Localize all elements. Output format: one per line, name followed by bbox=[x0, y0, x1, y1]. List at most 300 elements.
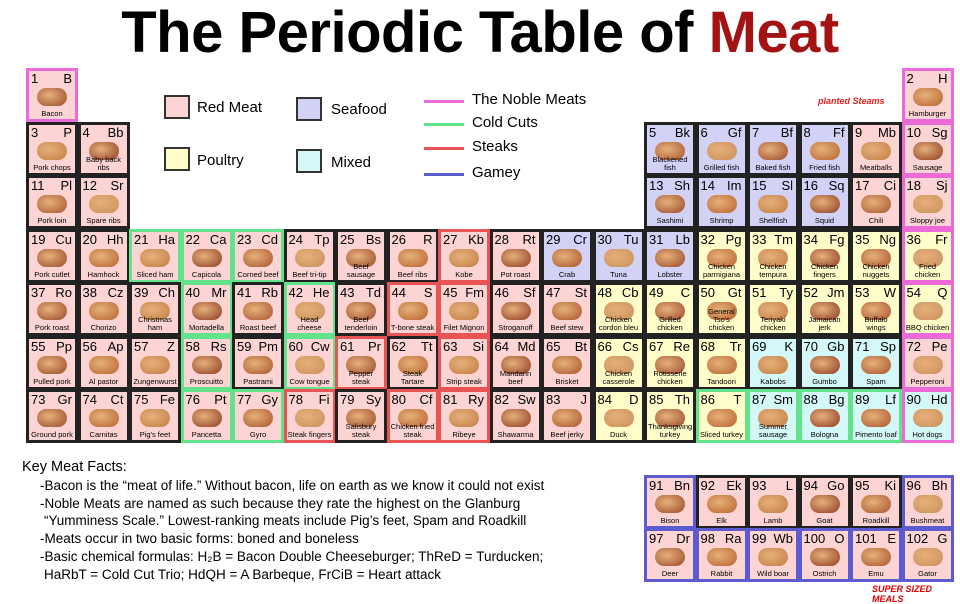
element-name: Al pastor bbox=[88, 376, 119, 386]
element-name: Thanksgiving turkey bbox=[648, 422, 693, 439]
element-buffalo-wings bbox=[850, 282, 902, 336]
element-name: Lobster bbox=[657, 269, 683, 279]
element-symbol: Hd bbox=[930, 392, 948, 407]
element-hamhock bbox=[78, 229, 130, 283]
food-photo-icon bbox=[913, 88, 943, 106]
element-pepperoni bbox=[902, 336, 954, 390]
element-symbol: Cw bbox=[310, 338, 330, 354]
element-symbol: Fe bbox=[159, 392, 175, 407]
food-photo-icon bbox=[398, 249, 428, 267]
element-symbol: H bbox=[938, 71, 948, 86]
element-name: Zungenwurst bbox=[133, 376, 177, 386]
food-photo-icon bbox=[501, 302, 531, 320]
food-photo-icon bbox=[449, 302, 479, 320]
element-number: 31 bbox=[649, 231, 664, 247]
food-photo-icon bbox=[449, 249, 479, 267]
element-number: 44 bbox=[391, 285, 406, 300]
element-name: Chorizo bbox=[90, 323, 117, 332]
food-photo-icon bbox=[913, 142, 943, 160]
element-name: Elk bbox=[716, 515, 727, 525]
element-symbol: Ct bbox=[110, 392, 124, 407]
element-symbol: Mr bbox=[211, 285, 227, 300]
element-name: Ribeye bbox=[452, 430, 476, 439]
element-name: Stroganoff bbox=[498, 323, 533, 332]
element-number: 50 bbox=[700, 285, 715, 300]
element-symbol: Sl bbox=[781, 178, 793, 193]
food-photo-icon bbox=[758, 142, 788, 160]
element-name: Sliced turkey bbox=[700, 430, 743, 439]
food-photo-icon bbox=[552, 409, 582, 427]
element-name: Kobe bbox=[455, 269, 473, 279]
element-symbol: E bbox=[887, 531, 896, 547]
element-number: 4 bbox=[82, 124, 90, 140]
element-symbol: Pp bbox=[56, 338, 72, 354]
element-name: Chicken nuggets bbox=[862, 261, 890, 279]
food-photo-icon bbox=[37, 409, 67, 427]
element-gator bbox=[902, 528, 954, 582]
element-name: Bison bbox=[660, 515, 680, 525]
element-symbol: Cr bbox=[573, 231, 587, 247]
element-name: Meatballs bbox=[859, 162, 893, 172]
element-beef-stew bbox=[541, 282, 593, 336]
element-symbol: Bb bbox=[107, 124, 124, 140]
element-symbol: Cs bbox=[622, 338, 639, 354]
element-pork-chops bbox=[26, 122, 78, 176]
element-number: 37 bbox=[31, 285, 46, 300]
element-beef-ribs bbox=[387, 229, 439, 283]
element-symbol: Tp bbox=[314, 231, 330, 247]
element-name: Beef stew bbox=[550, 323, 584, 332]
element-number: 87 bbox=[752, 392, 767, 407]
element-symbol: Cb bbox=[621, 285, 639, 300]
food-photo-icon bbox=[758, 356, 788, 374]
element-symbol: R bbox=[423, 231, 433, 247]
food-photo-icon bbox=[295, 409, 325, 427]
element-number: 56 bbox=[82, 338, 97, 354]
element-symbol: Sw bbox=[517, 392, 536, 407]
element-number: 8 bbox=[803, 124, 811, 140]
element-number: 62 bbox=[391, 338, 406, 354]
element-name: Shellfish bbox=[758, 216, 788, 225]
element-number: 71 bbox=[855, 338, 870, 354]
element-number: 28 bbox=[494, 231, 509, 247]
element-number: 85 bbox=[649, 392, 664, 407]
food-photo-icon bbox=[89, 249, 119, 267]
element-tandoori bbox=[696, 336, 748, 390]
element-name: Capicola bbox=[191, 269, 222, 279]
element-name: Cow tongue bbox=[289, 376, 330, 386]
element-chicken-fingers bbox=[799, 229, 851, 283]
food-photo-icon bbox=[758, 495, 788, 513]
element-sloppy-joe bbox=[902, 175, 954, 229]
element-number: 79 bbox=[340, 392, 355, 407]
food-photo-icon bbox=[758, 548, 788, 566]
element-corned-beef bbox=[232, 229, 284, 283]
element-symbol: Md bbox=[517, 338, 536, 354]
element-symbol: Pg bbox=[725, 231, 742, 247]
element-number: 74 bbox=[82, 392, 97, 407]
element-symbol: Q bbox=[937, 285, 948, 300]
element-crab bbox=[541, 229, 593, 283]
element-name: Fried chicken bbox=[914, 261, 941, 279]
element-symbol: Cu bbox=[55, 231, 72, 247]
element-pot-roast bbox=[490, 229, 542, 283]
element-pancetta bbox=[181, 389, 233, 443]
element-number: 82 bbox=[494, 392, 509, 407]
element-al-pastor bbox=[78, 336, 130, 390]
element-name: Chicken cordon bleu bbox=[598, 315, 639, 332]
element-symbol: Sr bbox=[110, 178, 124, 193]
element-name: Hamhock bbox=[87, 269, 120, 279]
element-symbol: Sq bbox=[828, 178, 845, 193]
element-symbol: Pt bbox=[214, 392, 227, 407]
element-number: 66 bbox=[597, 338, 612, 354]
element-name: Pork cutlet bbox=[34, 269, 70, 279]
legend-label-seafood: Seafood bbox=[331, 101, 387, 118]
element-number: 39 bbox=[134, 285, 149, 300]
element-name: Gator bbox=[918, 569, 937, 579]
element-symbol: Sp bbox=[880, 338, 896, 354]
element-roadkill bbox=[850, 475, 902, 529]
element-name: Pimento loaf bbox=[855, 430, 897, 439]
element-number: 3 bbox=[31, 124, 39, 140]
element-number: 97 bbox=[649, 531, 664, 547]
element-name: Mandarin beef bbox=[499, 368, 532, 386]
element-symbol: T bbox=[733, 392, 742, 407]
element-tuna bbox=[593, 229, 645, 283]
element-name: Roadkill bbox=[862, 515, 890, 525]
element-name: Bologna bbox=[810, 430, 839, 439]
element-pepper-steak bbox=[335, 336, 387, 390]
element-name: Pot roast bbox=[500, 269, 531, 279]
food-photo-icon bbox=[810, 195, 840, 213]
fact-line: “Yumminess Scale.” Lowest-ranking meats include Pig’s feet, Spam and Roadkill bbox=[44, 513, 527, 529]
element-stroganoff bbox=[490, 282, 542, 336]
element-symbol: K bbox=[784, 338, 793, 354]
food-photo-icon bbox=[89, 195, 119, 213]
element-number: 30 bbox=[597, 231, 612, 247]
element-symbol: D bbox=[629, 392, 639, 407]
element-number: 1 bbox=[31, 71, 39, 86]
element-zungenwurst bbox=[129, 336, 181, 390]
element-symbol: St bbox=[574, 285, 587, 300]
element-steak-fingers bbox=[284, 389, 336, 443]
element-pig-s-feet bbox=[129, 389, 181, 443]
element-kobe bbox=[438, 229, 490, 283]
element-blackened-fish bbox=[644, 122, 696, 176]
element-name: Pork roast bbox=[34, 323, 70, 332]
element-number: 34 bbox=[803, 231, 818, 247]
fact-line: -Noble Meats are named as such because they rate the highest on the Glanburg bbox=[40, 495, 521, 511]
element-symbol: Ch bbox=[158, 285, 175, 300]
element-number: 54 bbox=[906, 285, 921, 300]
element-symbol: G bbox=[937, 531, 948, 547]
element-symbol: Ha bbox=[158, 231, 175, 247]
food-photo-icon bbox=[655, 249, 685, 267]
element-name: Chicken parmigiana bbox=[702, 261, 741, 279]
element-chicken-casserole bbox=[593, 336, 645, 390]
food-photo-icon bbox=[655, 548, 685, 566]
element-pastrami bbox=[232, 336, 284, 390]
element-number: 93 bbox=[752, 477, 767, 493]
element-sliced-ham bbox=[129, 229, 181, 283]
element-grilled-fish bbox=[696, 122, 748, 176]
element-wild-boar bbox=[747, 528, 799, 582]
element-name: Gumbo bbox=[812, 376, 837, 386]
legend-label-steaks: Steaks bbox=[472, 138, 518, 155]
element-name: Steak fingers bbox=[287, 430, 332, 439]
element-bbq-chicken bbox=[902, 282, 954, 336]
element-name: T-bone steak bbox=[390, 323, 435, 332]
element-symbol: Ap bbox=[107, 338, 124, 354]
food-photo-icon bbox=[37, 302, 67, 320]
element-number: 36 bbox=[906, 231, 921, 247]
brand-logo-top: planted Steams bbox=[818, 96, 885, 106]
food-photo-icon bbox=[913, 548, 943, 566]
element-deer bbox=[644, 528, 696, 582]
element-name: General Tso's chicken bbox=[708, 307, 735, 332]
element-steak-tartare bbox=[387, 336, 439, 390]
food-photo-icon bbox=[89, 302, 119, 320]
element-number: 41 bbox=[237, 285, 252, 300]
element-symbol: Sh bbox=[674, 178, 690, 193]
food-photo-icon bbox=[398, 302, 428, 320]
element-name: Pork chops bbox=[33, 162, 71, 172]
element-number: 13 bbox=[649, 178, 664, 193]
element-name: Chicken casserole bbox=[602, 368, 635, 386]
element-name: Pancetta bbox=[191, 430, 222, 439]
element-name: Christmas ham bbox=[138, 315, 172, 332]
food-photo-icon bbox=[913, 356, 943, 374]
element-name: Bushmeat bbox=[910, 515, 945, 525]
element-number: 29 bbox=[546, 231, 561, 247]
element-symbol: Ff bbox=[832, 124, 845, 140]
element-number: 99 bbox=[752, 531, 767, 547]
element-symbol: Th bbox=[674, 392, 690, 407]
element-symbol: Tu bbox=[623, 231, 639, 247]
element-number: 25 bbox=[340, 231, 355, 247]
element-symbol: Re bbox=[673, 338, 690, 354]
title-main: The Periodic Table of bbox=[121, 0, 709, 65]
element-number: 14 bbox=[700, 178, 715, 193]
element-name: Gyro bbox=[249, 430, 267, 439]
title-accent: Meat bbox=[708, 0, 839, 65]
element-mortadella bbox=[181, 282, 233, 336]
element-number: 101 bbox=[855, 531, 877, 547]
food-photo-icon bbox=[192, 356, 222, 374]
element-name: Mortadella bbox=[188, 323, 225, 332]
key-meat-facts bbox=[22, 459, 622, 584]
element-roast-beef bbox=[232, 282, 284, 336]
element-grilled-chicken bbox=[644, 282, 696, 336]
element-name: Pepperoni bbox=[910, 376, 945, 386]
element-symbol: Ty bbox=[779, 285, 793, 300]
element-number: 27 bbox=[443, 231, 458, 247]
element-sausage bbox=[902, 122, 954, 176]
element-number: 80 bbox=[391, 392, 406, 407]
element-name: Sausage bbox=[912, 162, 943, 172]
element-symbol: Pe bbox=[931, 338, 948, 354]
element-number: 47 bbox=[546, 285, 561, 300]
element-number: 51 bbox=[752, 285, 767, 300]
element-number: 17 bbox=[855, 178, 870, 193]
element-number: 11 bbox=[31, 178, 45, 193]
element-name: Pig's feet bbox=[139, 430, 171, 439]
element-name: Tandoori bbox=[707, 376, 736, 386]
food-photo-icon bbox=[192, 409, 222, 427]
food-photo-icon bbox=[192, 249, 222, 267]
element-number: 21 bbox=[134, 231, 149, 247]
element-number: 48 bbox=[597, 285, 612, 300]
element-capicola bbox=[181, 229, 233, 283]
element-symbol: Fm bbox=[465, 285, 484, 300]
legend-label-poultry: Poultry bbox=[197, 152, 244, 169]
element-number: 69 bbox=[752, 338, 767, 354]
element-number: 2 bbox=[906, 71, 914, 86]
element-symbol: Gb bbox=[827, 338, 845, 354]
food-photo-icon bbox=[810, 142, 840, 160]
element-carnitas bbox=[78, 389, 130, 443]
element-number: 38 bbox=[82, 285, 97, 300]
element-name: Blackened fish bbox=[652, 154, 688, 172]
element-number: 95 bbox=[855, 477, 870, 493]
element-shawarma bbox=[490, 389, 542, 443]
element-name: Beef jerky bbox=[550, 430, 584, 439]
element-symbol: Ki bbox=[884, 477, 896, 493]
element-name: Emu bbox=[868, 569, 884, 579]
element-number: 43 bbox=[340, 285, 355, 300]
element-beef-tenderloin bbox=[335, 282, 387, 336]
element-name: Pepper steak bbox=[348, 368, 374, 386]
legend-label-noble: The Noble Meats bbox=[472, 91, 587, 108]
element-number: 40 bbox=[185, 285, 200, 300]
element-number: 6 bbox=[700, 124, 708, 140]
food-photo-icon bbox=[501, 409, 531, 427]
element-number: 90 bbox=[906, 392, 921, 407]
element-bushmeat bbox=[902, 475, 954, 529]
food-photo-icon bbox=[89, 356, 119, 374]
fact-line: -Bacon is the “meat of life.” Without bacon, life on earth as we know it could not exist bbox=[40, 477, 545, 493]
element-chicken-parmigiana bbox=[696, 229, 748, 283]
element-number: 45 bbox=[443, 285, 458, 300]
element-number: 77 bbox=[237, 392, 252, 407]
legend-label-cold-cuts: Cold Cuts bbox=[472, 114, 538, 131]
element-pork-cutlet bbox=[26, 229, 78, 283]
element-hamburger bbox=[902, 68, 954, 122]
element-symbol: L bbox=[785, 477, 793, 493]
element-name: Jamaican jerk bbox=[808, 315, 841, 332]
element-symbol: Sg bbox=[931, 124, 948, 140]
element-name: Roast beef bbox=[239, 323, 277, 332]
element-name: Sashimi bbox=[656, 216, 684, 225]
element-symbol: Im bbox=[727, 178, 742, 193]
element-name: Baked fish bbox=[755, 162, 791, 172]
element-symbol: He bbox=[312, 285, 330, 300]
element-christmas-ham bbox=[129, 282, 181, 336]
food-photo-icon bbox=[37, 249, 67, 267]
element-name: Beef tri-tip bbox=[292, 269, 327, 279]
element-name: Kabobs bbox=[760, 376, 786, 386]
element-number: 35 bbox=[855, 231, 870, 247]
element-name: Salisbury steak bbox=[345, 422, 377, 439]
element-lamb bbox=[747, 475, 799, 529]
element-symbol: Bt bbox=[574, 338, 587, 354]
element-number: 100 bbox=[803, 531, 826, 547]
element-number: 20 bbox=[82, 231, 97, 247]
element-number: 7 bbox=[752, 124, 760, 140]
food-photo-icon bbox=[140, 249, 170, 267]
element-number: 73 bbox=[31, 392, 46, 407]
element-number: 32 bbox=[700, 231, 715, 247]
element-sliced-turkey bbox=[696, 389, 748, 443]
element-number: 68 bbox=[700, 338, 715, 354]
element-name: Corned beef bbox=[237, 269, 279, 279]
element-fried-chicken bbox=[902, 229, 954, 283]
element-symbol: Gt bbox=[727, 285, 742, 300]
element-number: 83 bbox=[546, 392, 561, 407]
element-number: 55 bbox=[31, 338, 46, 354]
element-name: Beef tenderloin bbox=[344, 315, 378, 332]
element-goat bbox=[799, 475, 851, 529]
element-symbol: Gr bbox=[57, 392, 72, 407]
food-photo-icon bbox=[37, 88, 67, 106]
element-cow-tongue bbox=[284, 336, 336, 390]
element-symbol: Rt bbox=[522, 231, 536, 247]
element-number: 63 bbox=[443, 338, 458, 354]
element-name: Ground pork bbox=[31, 430, 73, 439]
element-name: Steak Tartare bbox=[400, 368, 425, 386]
element-number: 59 bbox=[237, 338, 252, 354]
element-symbol: Pm bbox=[258, 338, 278, 354]
food-photo-icon bbox=[861, 356, 891, 374]
element-number: 72 bbox=[906, 338, 921, 354]
food-photo-icon bbox=[861, 142, 891, 160]
element-strip-steak bbox=[438, 336, 490, 390]
brand-logo-bottom: SUPER SIZED MEALS bbox=[872, 584, 933, 604]
element-emu bbox=[850, 528, 902, 582]
element-symbol: Bk bbox=[674, 124, 690, 140]
element-number: 88 bbox=[803, 392, 818, 407]
food-photo-icon bbox=[37, 142, 67, 160]
element-duck bbox=[593, 389, 645, 443]
element-symbol: Ci bbox=[883, 178, 896, 193]
element-symbol: Tt bbox=[420, 338, 433, 354]
element-symbol: Bn bbox=[674, 477, 690, 493]
element-symbol: Ra bbox=[724, 531, 742, 547]
element-number: 16 bbox=[803, 178, 818, 193]
element-summer-sausage bbox=[747, 389, 799, 443]
element-symbol: Go bbox=[827, 477, 845, 493]
element-squid bbox=[799, 175, 851, 229]
element-name: Bacon bbox=[41, 109, 63, 118]
food-photo-icon bbox=[913, 409, 943, 427]
element-number: 12 bbox=[82, 178, 97, 193]
element-chicken-tempura bbox=[747, 229, 799, 283]
element-teriyaki-chicken bbox=[747, 282, 799, 336]
element-name: Sloppy joe bbox=[909, 216, 946, 225]
food-photo-icon bbox=[192, 302, 222, 320]
element-number: 92 bbox=[700, 477, 715, 493]
element-symbol: W bbox=[883, 285, 896, 300]
food-photo-icon bbox=[707, 495, 737, 513]
facts-heading: Key Meat Facts: bbox=[22, 459, 127, 475]
element-beef-jerky bbox=[541, 389, 593, 443]
element-filet-mignon bbox=[438, 282, 490, 336]
food-photo-icon bbox=[707, 142, 737, 160]
food-photo-icon bbox=[707, 356, 737, 374]
element-name: Carnitas bbox=[89, 430, 118, 439]
element-number: 33 bbox=[752, 231, 767, 247]
